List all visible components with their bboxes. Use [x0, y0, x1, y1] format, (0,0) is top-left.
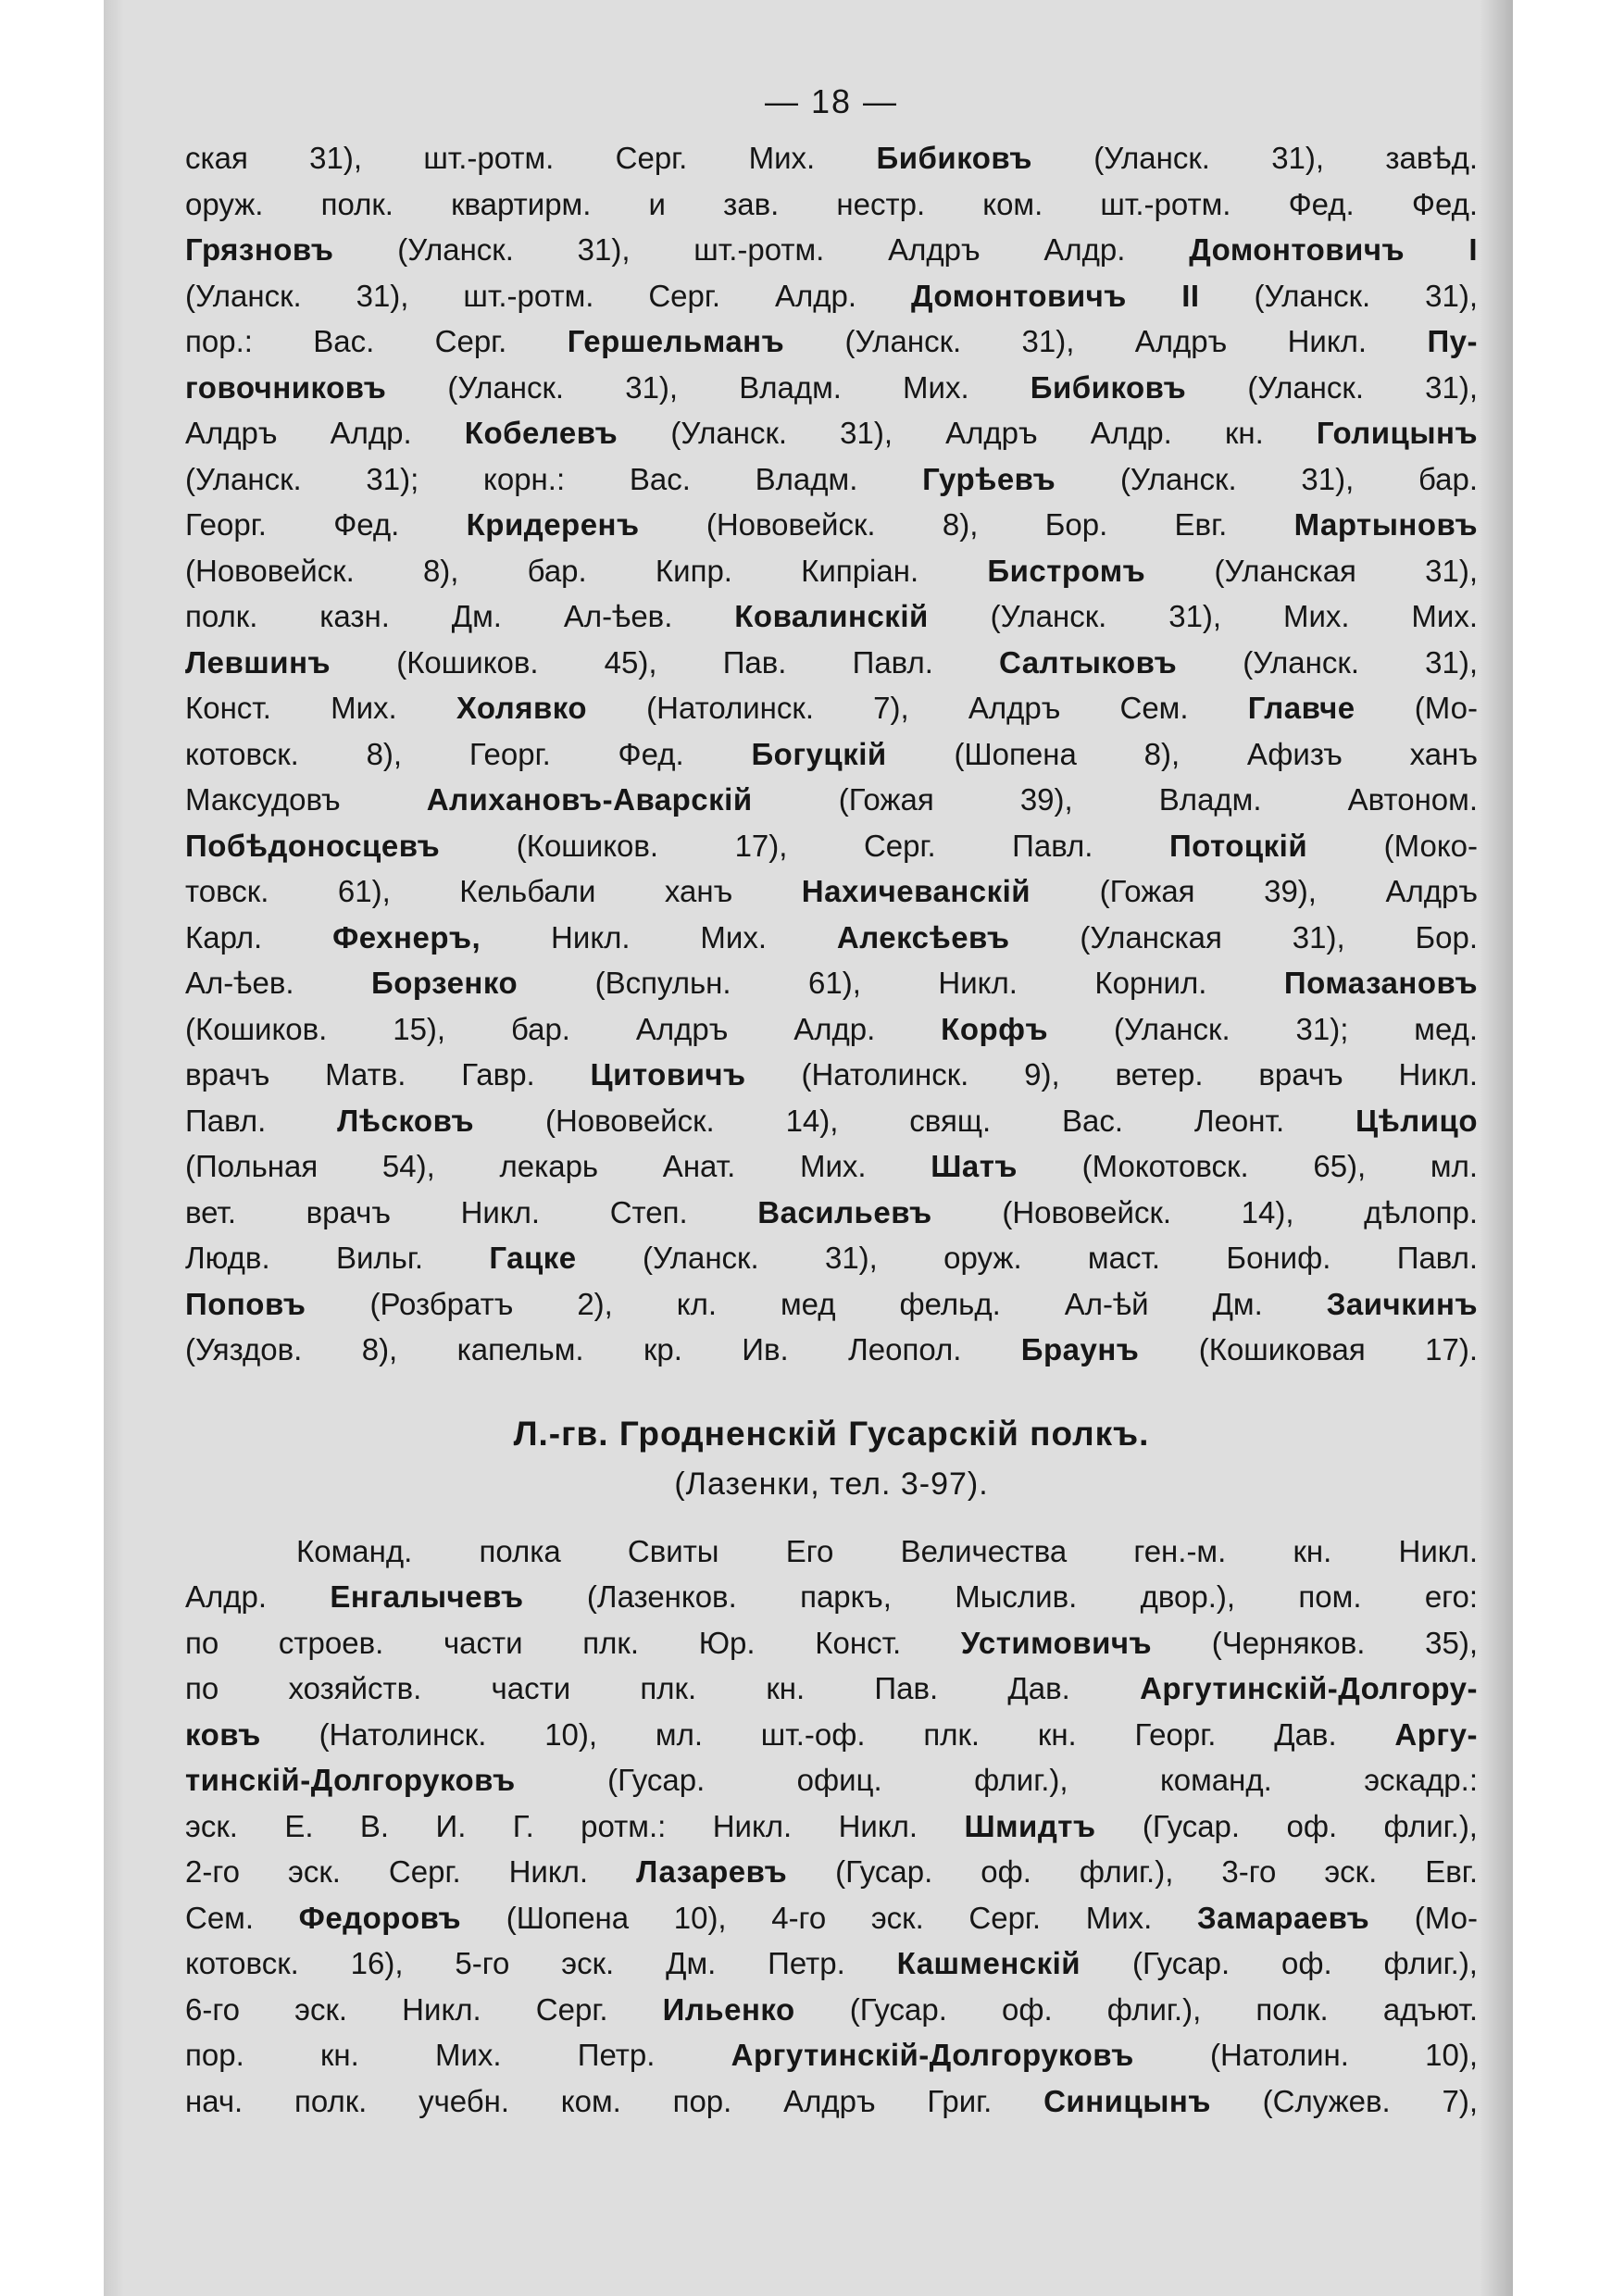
person-surname: Васильевъ: [757, 1194, 932, 1229]
text-block-lancers-officers: [185, 135, 1478, 1373]
person-surname: Ковалинскій: [734, 599, 929, 633]
text-line: [185, 1849, 1478, 1895]
line-text: (Нововейск. 14), свящ. Вас. Леонт.: [474, 1103, 1355, 1138]
text-line: [185, 1235, 1478, 1281]
line-text: (Служев. 7),: [1210, 2083, 1478, 2118]
person-surname: Цѣлицо: [1355, 1103, 1478, 1138]
line-text: (Уланск. 31), шт.-ротм. Алдръ Алдр.: [333, 232, 1190, 267]
person-surname: Поповъ: [185, 1286, 306, 1321]
text-line: [185, 915, 1478, 961]
person-surname: тинскій-Долгоруковъ: [185, 1763, 516, 1797]
line-text: Ал-ѣев.: [185, 966, 372, 1000]
person-surname: Шмидтъ: [964, 1808, 1096, 1843]
line-text: Алдр.: [185, 1579, 331, 1614]
line-text: Карл.: [185, 919, 333, 955]
line-text: ская 31), шт.-ротм. Серг. Мих.: [185, 141, 877, 175]
person-surname: Грязновъ: [185, 232, 334, 267]
text-line: [185, 2032, 1478, 2078]
line-text: (Кошиков. 45), Пав. Павл.: [331, 644, 1000, 680]
line-text: товск. 61), Кельбали ханъ: [185, 874, 802, 908]
line-text: котовск. 16), 5-го эск. Дм. Петр.: [185, 1946, 897, 1980]
person-surname: Главче: [1247, 691, 1355, 725]
line-text: (Нововейск. 14), дѣлопр.: [931, 1194, 1478, 1229]
line-text: (Уланск. 31); корн.: Вас. Владм.: [185, 461, 923, 496]
text-line: [185, 318, 1478, 365]
text-line: [185, 1574, 1478, 1620]
line-text: (Мо-: [1355, 691, 1478, 725]
line-text: (Уланск. 31),: [1177, 644, 1478, 680]
line-text: (Уяздов. 8), капельм. кр. Ив. Леопол.: [185, 1332, 1021, 1366]
text-line: [185, 135, 1478, 181]
line-text: (Уланск. 31), шт.-ротм. Серг. Алдр.: [185, 278, 911, 313]
section-subheading: (Лазенки, тел. 3-97).: [674, 1466, 989, 1502]
person-surname: Лѣсковъ: [337, 1103, 475, 1138]
line-text: эск. Е. В. И. Г. ротм.: Никл. Никл.: [185, 1808, 965, 1843]
page-right-edge-shadow: [1480, 0, 1513, 2296]
line-text: (Натолин. 10),: [1133, 2038, 1478, 2072]
person-surname: Холявко: [456, 691, 587, 725]
text-line: [185, 181, 1478, 228]
line-text: (Польная 54), лекарь Анат. Мих.: [185, 1149, 931, 1183]
text-line: [185, 1940, 1478, 1987]
person-surname: Устимовичъ: [960, 1625, 1153, 1660]
line-text: нач. полк. учебн. ком. пор. Алдръ Григ.: [185, 2083, 1044, 2118]
text-line: [185, 227, 1478, 273]
text-line: [185, 1666, 1478, 1712]
line-text: (Уланск. 31), Алдръ Никл.: [784, 324, 1428, 358]
person-surname: Корфъ: [941, 1011, 1049, 1046]
person-surname: Кридеренъ: [466, 507, 640, 542]
line-text: (Кошиков. 15), бар. Алдръ Алдр.: [185, 1011, 942, 1046]
line-text: оруж. полк. квартирм. и зав. нестр. ком. шт.-ротм. Фед. Фед.: [185, 186, 1478, 221]
text-line: [185, 1620, 1478, 1666]
line-text: (Моко-: [1307, 828, 1478, 863]
person-surname: Гацке: [489, 1241, 577, 1275]
line-text: (Уланск. 31), Мих. Мих.: [928, 599, 1478, 633]
text-line: [185, 548, 1478, 594]
person-surname: Енгалычевъ: [330, 1579, 524, 1614]
text-line: [185, 2078, 1478, 2125]
line-text: (Нововейск. 8), Бор. Евг.: [639, 507, 1294, 542]
person-surname: Федоровъ: [298, 1900, 462, 1935]
text-line: [185, 1327, 1478, 1373]
line-text: пор.: Вас. Серг.: [185, 324, 568, 358]
line-text: врачъ Матв. Гавр.: [185, 1057, 591, 1092]
line-text: Никл. Мих.: [481, 919, 837, 955]
line-text: пор. кн. Мих. Петр.: [185, 2038, 731, 2072]
person-surname: Помазановъ: [1283, 966, 1478, 1000]
page-left-edge-shadow: [104, 0, 124, 2296]
line-text: (Лазенков. паркъ, Мыслив. двор.), пом. его:: [523, 1579, 1478, 1614]
line-text: (Уланская 31), Бор.: [1009, 919, 1478, 955]
text-line: [185, 1712, 1478, 1758]
page-number: — 18 —: [764, 82, 899, 120]
line-text: (Уланская 31),: [1145, 553, 1478, 588]
line-text: (Гусар. оф. флиг.),: [1095, 1808, 1478, 1843]
line-text: (Уланск. 31),: [1199, 278, 1478, 313]
line-text: (Уланск. 31); мед.: [1048, 1011, 1478, 1046]
line-text: (Кошиков. 17), Серг. Павл.: [440, 828, 1169, 863]
text-line: [185, 456, 1478, 503]
person-surname: Аргу-: [1394, 1716, 1478, 1752]
text-line: [185, 868, 1478, 915]
line-text: котовск. 8), Георг. Фед.: [185, 736, 752, 771]
person-surname: Фехнеръ,: [332, 919, 481, 955]
person-surname: Бибиковъ: [1030, 369, 1187, 405]
text-line: [185, 365, 1478, 411]
line-text: (Шопена 10), 4-го эск. Серг. Мих.: [461, 1900, 1197, 1935]
person-surname: Бистромъ: [987, 553, 1146, 588]
text-line: [185, 1895, 1478, 1941]
person-surname: Богуцкій: [751, 736, 887, 771]
line-text: (Нововейск. 8), бар. Кипр. Кипріан.: [185, 553, 988, 588]
line-text: Конст. Мих.: [185, 691, 456, 725]
page-content: [185, 81, 1478, 2124]
line-text: (Уланск. 31), оруж. маст. Бониф. Павл.: [576, 1241, 1478, 1275]
line-text: (Уланск. 31), Алдръ Алдр. кн.: [618, 416, 1317, 450]
line-text: (Гожая 39), Алдръ: [1031, 874, 1478, 908]
line-text: Людв. Вильг.: [185, 1241, 490, 1275]
line-text: полк. казн. Дм. Ал-ѣев.: [185, 599, 735, 633]
line-text: (Гусар. оф. флиг.),: [1081, 1946, 1478, 1980]
line-text: (Кошиковая 17).: [1139, 1332, 1478, 1366]
line-text: (Гусар. оф. флиг.), 3-го эск. Евг.: [787, 1854, 1478, 1889]
line-text: (Натолинск. 10), мл. шт.-оф. плк. кн. Георг. Дав.: [260, 1716, 1395, 1752]
person-surname: Кобелевъ: [464, 416, 618, 450]
person-surname: Браунъ: [1020, 1332, 1140, 1366]
person-surname: Заичкинъ: [1326, 1286, 1478, 1321]
line-text: (Гусар. офиц. флиг.), команд. эскадр.:: [515, 1763, 1478, 1797]
line-text: Павл.: [185, 1103, 338, 1138]
person-surname: Домонтовичъ II: [910, 278, 1200, 313]
text-line: [185, 593, 1478, 640]
section-heading: Л.-гв. Гродненскій Гусарскій полкъ.: [513, 1414, 1150, 1453]
person-surname: Алихановъ-Аварскій: [426, 782, 753, 817]
person-surname: Гершельманъ: [567, 324, 785, 358]
line-text: (Мокотовск. 65), мл.: [1017, 1149, 1478, 1183]
line-text: по хозяйств. части плк. кн. Пав. Дав.: [185, 1671, 1141, 1705]
text-line: [185, 273, 1478, 319]
person-surname: Голицынъ: [1316, 416, 1478, 450]
line-text: (Гожая 39), Владм. Автоном.: [752, 782, 1478, 817]
text-line: [185, 1143, 1478, 1190]
person-surname: Аргутинскій-Долгоруковъ: [731, 2038, 1134, 2072]
line-text: (Уланск. 31), завѣд.: [1031, 141, 1478, 175]
person-surname: ковъ: [185, 1716, 261, 1752]
text-line: [185, 640, 1478, 686]
text-line: [185, 1098, 1478, 1144]
person-surname: Лазаревъ: [636, 1854, 788, 1889]
person-surname: Замараевъ: [1196, 1900, 1370, 1935]
person-surname: Борзенко: [371, 966, 518, 1000]
person-surname: Синицынъ: [1043, 2083, 1211, 2118]
line-text: Максудовъ: [185, 782, 427, 817]
text-line: [185, 1190, 1478, 1236]
text-line: [185, 1052, 1478, 1098]
text-line: [185, 502, 1478, 548]
line-text: 2-го эск. Серг. Никл.: [185, 1854, 637, 1889]
person-surname: Салтыковъ: [999, 644, 1178, 680]
line-text: Георг. Фед.: [185, 507, 467, 542]
line-text: (Уланск. 31),: [1186, 369, 1478, 405]
text-block-hussar-regiment: [185, 1529, 1478, 2125]
line-text: Сем.: [185, 1900, 299, 1935]
person-surname: Гурѣевъ: [922, 461, 1056, 496]
person-surname: Бибиковъ: [876, 141, 1032, 175]
line-text: (Гусар. оф. флиг.), полк. адъют.: [794, 1991, 1478, 2027]
person-surname: Кашменскій: [896, 1946, 1081, 1980]
line-text: (Натолинск. 7), Алдръ Сем.: [587, 691, 1248, 725]
text-line: [185, 685, 1478, 731]
text-line: [185, 777, 1478, 823]
line-text: Алдръ Алдр.: [185, 416, 465, 450]
line-text: вет. врачъ Никл. Степ.: [185, 1194, 758, 1229]
person-surname: Цитовичъ: [590, 1057, 746, 1092]
text-line: [185, 410, 1478, 456]
person-surname: Шатъ: [931, 1149, 1018, 1183]
text-line: [185, 960, 1478, 1006]
line-text: (Вспульн. 61), Никл. Корнил.: [518, 966, 1284, 1000]
line-text: (Уланск. 31), Владм. Мих.: [386, 369, 1031, 405]
person-surname: Домонтовичъ I: [1189, 232, 1478, 267]
text-line: [185, 1006, 1478, 1053]
text-line: [185, 823, 1478, 869]
person-surname: Аргутинскій-Долгору-: [1140, 1671, 1478, 1705]
text-line: [185, 1281, 1478, 1328]
person-surname: Левшинъ: [185, 644, 331, 680]
line-text: (Шопена 8), Афизъ ханъ: [886, 736, 1478, 771]
line-text: 6-го эск. Никл. Серг.: [185, 1991, 663, 2027]
person-surname: Побѣдоносцевъ: [185, 828, 441, 863]
line-text: (Розбратъ 2), кл. мед фельд. Ал-ѣй Дм.: [306, 1286, 1327, 1321]
person-surname: Ильенко: [662, 1991, 795, 2027]
text-line: [185, 1757, 1478, 1803]
person-surname: Алексѣевъ: [836, 919, 1010, 955]
line-text: (Мо-: [1369, 1900, 1478, 1935]
line-text: (Черняков. 35),: [1152, 1625, 1478, 1660]
person-surname: Потоцкій: [1168, 828, 1308, 863]
line-text: (Уланск. 31), бар.: [1056, 461, 1478, 496]
line-text: Команд. полка Свиты Его Величества ген.-м. кн. Никл.: [296, 1533, 1478, 1568]
line-text: (Натолинск. 9), ветер. врачъ Никл.: [745, 1057, 1478, 1092]
line-text: по строев. части плк. Юр. Конст.: [185, 1625, 961, 1660]
text-line: [185, 731, 1478, 778]
text-line: [185, 1803, 1478, 1850]
text-line: [185, 1529, 1478, 1575]
text-line: [185, 1987, 1478, 2033]
person-surname: Пу-: [1427, 324, 1478, 358]
person-surname: говочниковъ: [185, 369, 387, 405]
person-surname: Нахичеванскій: [801, 874, 1031, 908]
person-surname: Мартыновъ: [1293, 507, 1478, 542]
